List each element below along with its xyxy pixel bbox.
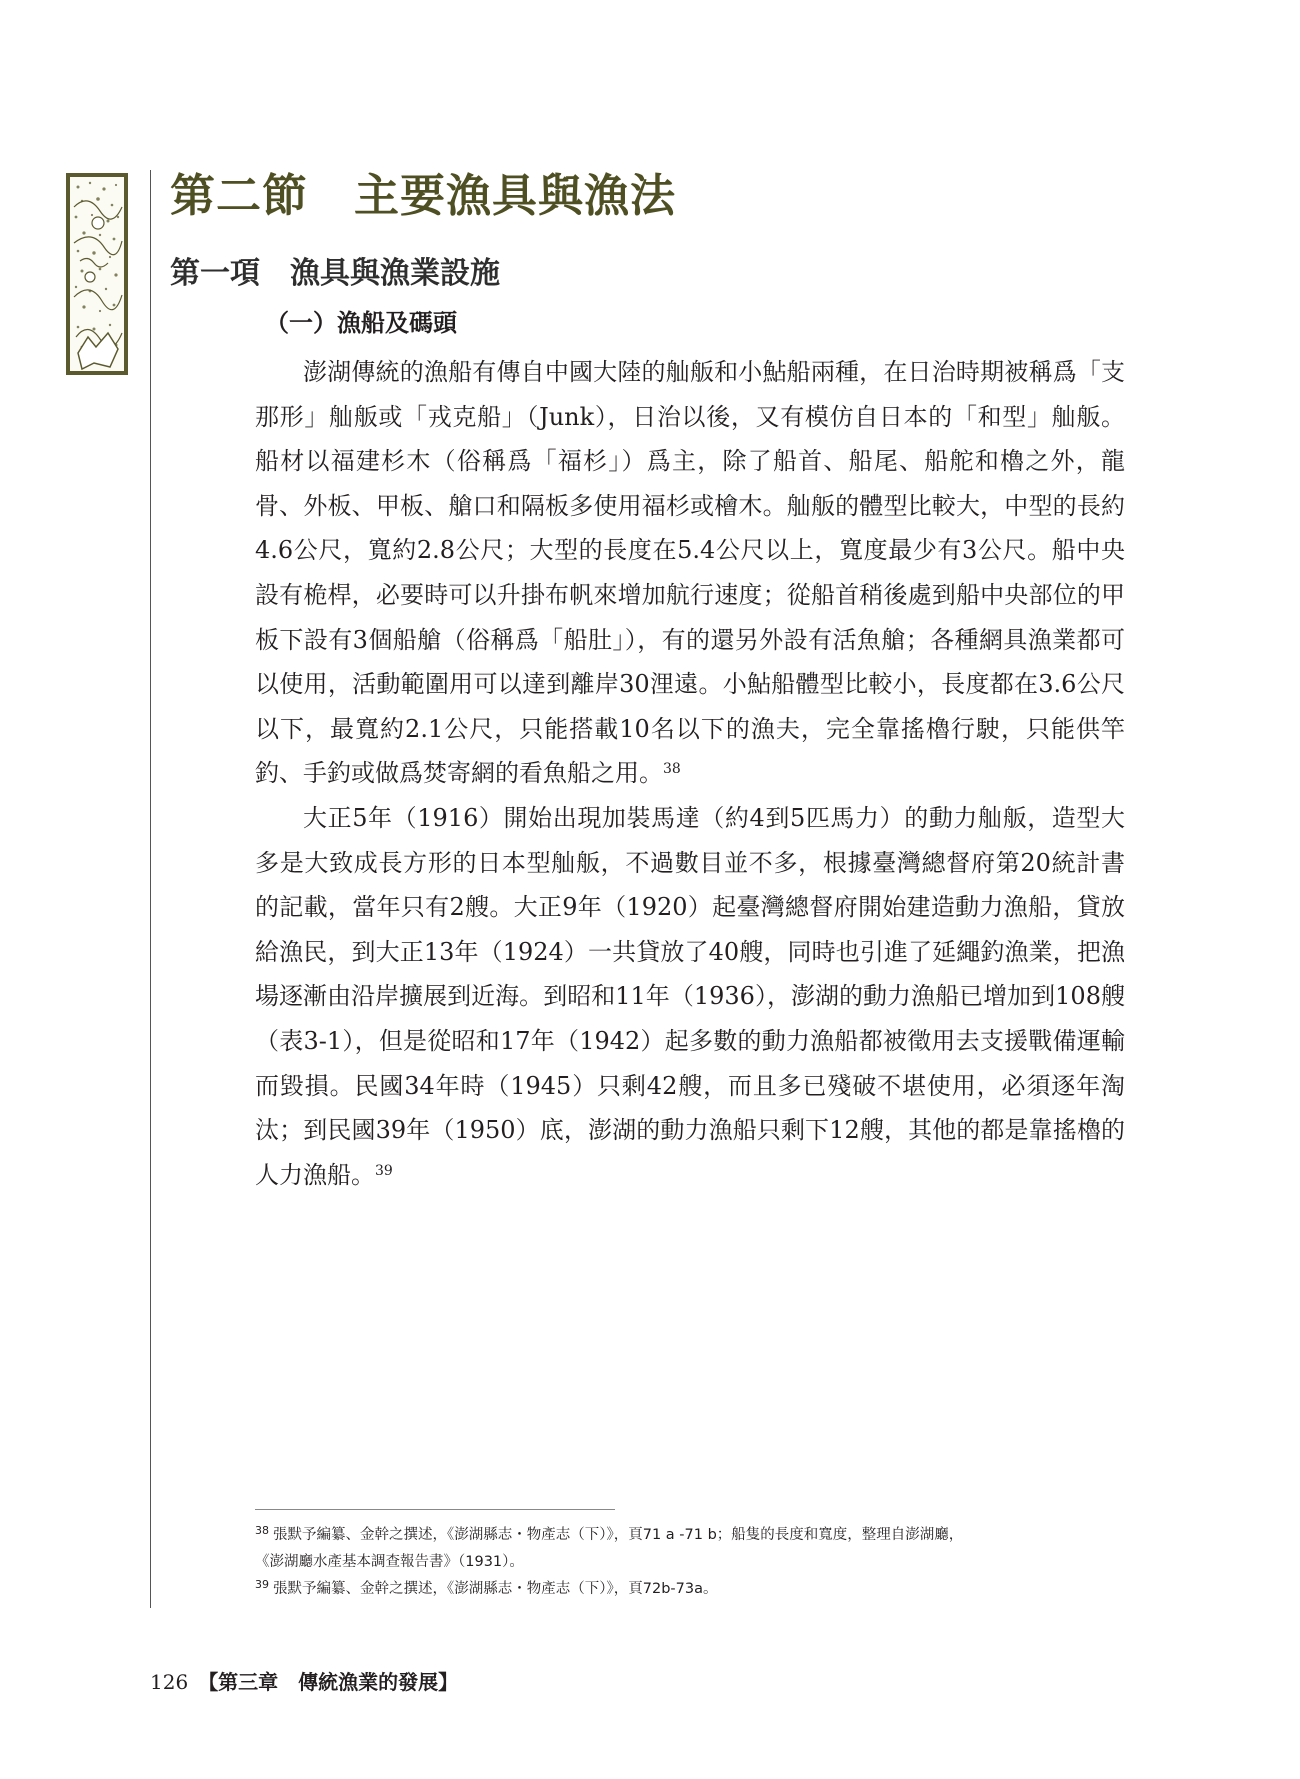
left-vertical-rule <box>150 170 151 1608</box>
sub-title: （一）漁船及碼頭 <box>265 308 457 337</box>
footnote-number: 38 <box>255 1524 269 1537</box>
floral-pattern-icon <box>70 177 124 371</box>
paragraph <box>255 796 1125 1197</box>
footnote-continuation: 《澎湖廳水產基本調查報告書》（1931）。 <box>255 1554 524 1570</box>
section-title: 第二節 主要漁具與漁法 <box>170 169 677 222</box>
footnote-rule <box>255 1509 615 1510</box>
item-title: 第一項 漁具與漁業設施 <box>170 256 500 291</box>
footnote-text: 張默予編纂、金幹之撰述，《澎湖縣志・物產志（下）》，頁71 a -71 b；船隻的長度和寬度，整理自澎湖廳， <box>273 1527 964 1543</box>
footnote-text: 張默予編纂、金幹之撰述，《澎湖縣志・物產志（下）》，頁72b-73a。 <box>273 1581 718 1597</box>
page-number: 126 <box>150 1670 189 1694</box>
page-footer <box>150 1667 458 1697</box>
footnote-ref[interactable]: 39 <box>375 1162 393 1179</box>
footnote <box>255 1522 1145 1549</box>
footnote-ref[interactable]: 38 <box>663 761 681 778</box>
footnotes <box>255 1522 1145 1603</box>
footnote-number: 39 <box>255 1578 269 1591</box>
paragraph-text: 大正5年（1916）開始出現加裝馬達（約4到5匹馬力）的動力舢舨，造型大多是大致成長方形的日本型舢舨，不過數目並不多，根據臺灣總督府第20統計書的記載，當年只有2艘。大正9年（1920）起臺灣總督府開始建造動力漁船，貸放給漁民，到大正13年（1924）一共貸放了40艘，同時也引進了延繩釣漁業，把漁場逐漸由沿岸擴展到近海。到昭和11年（1936），澎湖的動力漁船已增加到108艘（表3-1），但是從昭和17年（1942）起多數的動力漁船都被徵用去支援戰備運輸而毀損。民國34年時（1945）只剩42艘，而且多已殘破不堪使用，必須逐年淘汰；到民國39年（1950）底，澎湖的動力漁船只剩下12艘，其他的都是靠搖櫓的人力漁船。 <box>255 803 1125 1189</box>
footnote <box>255 1576 1145 1603</box>
paragraph <box>255 350 1125 796</box>
body-text <box>255 350 1125 1197</box>
decorative-floral-border <box>66 173 128 375</box>
paragraph-text: 澎湖傳統的漁船有傳自中國大陸的舢舨和小鮎船兩種，在日治時期被稱爲「支那形」舢舨或「戎克船」（Junk），日治以後，又有模仿自日本的「和型」舢舨。船材以福建杉木（俗稱爲「福杉」）爲主，除了船首、船尾、船舵和櫓之外，龍骨、外板、甲板、艙口和隔板多使用福杉或檜木。舢舨的體型比較大，中型的長約4.6公尺，寬約2.8公尺；大型的長度在5.4公尺以上，寬度最少有3公尺。船中央設有桅桿，必要時可以升掛布帆來增加航行速度；從船首稍後處到船中央部位的甲板下設有3個船艙（俗稱爲「船肚」），有的還另外設有活魚艙；各種網具漁業都可以使用，活動範圍用可以達到離岸30浬遠。小鮎船體型比較小，長度都在3.6公尺以下，最寬約2.1公尺，只能搭載10名以下的漁夫，完全靠搖櫓行駛，只能供竿釣、手釣或做爲焚寄網的看魚船之用。 <box>255 358 1125 788</box>
chapter-label: 【第三章 傳統漁業的發展】 <box>198 1670 459 1694</box>
